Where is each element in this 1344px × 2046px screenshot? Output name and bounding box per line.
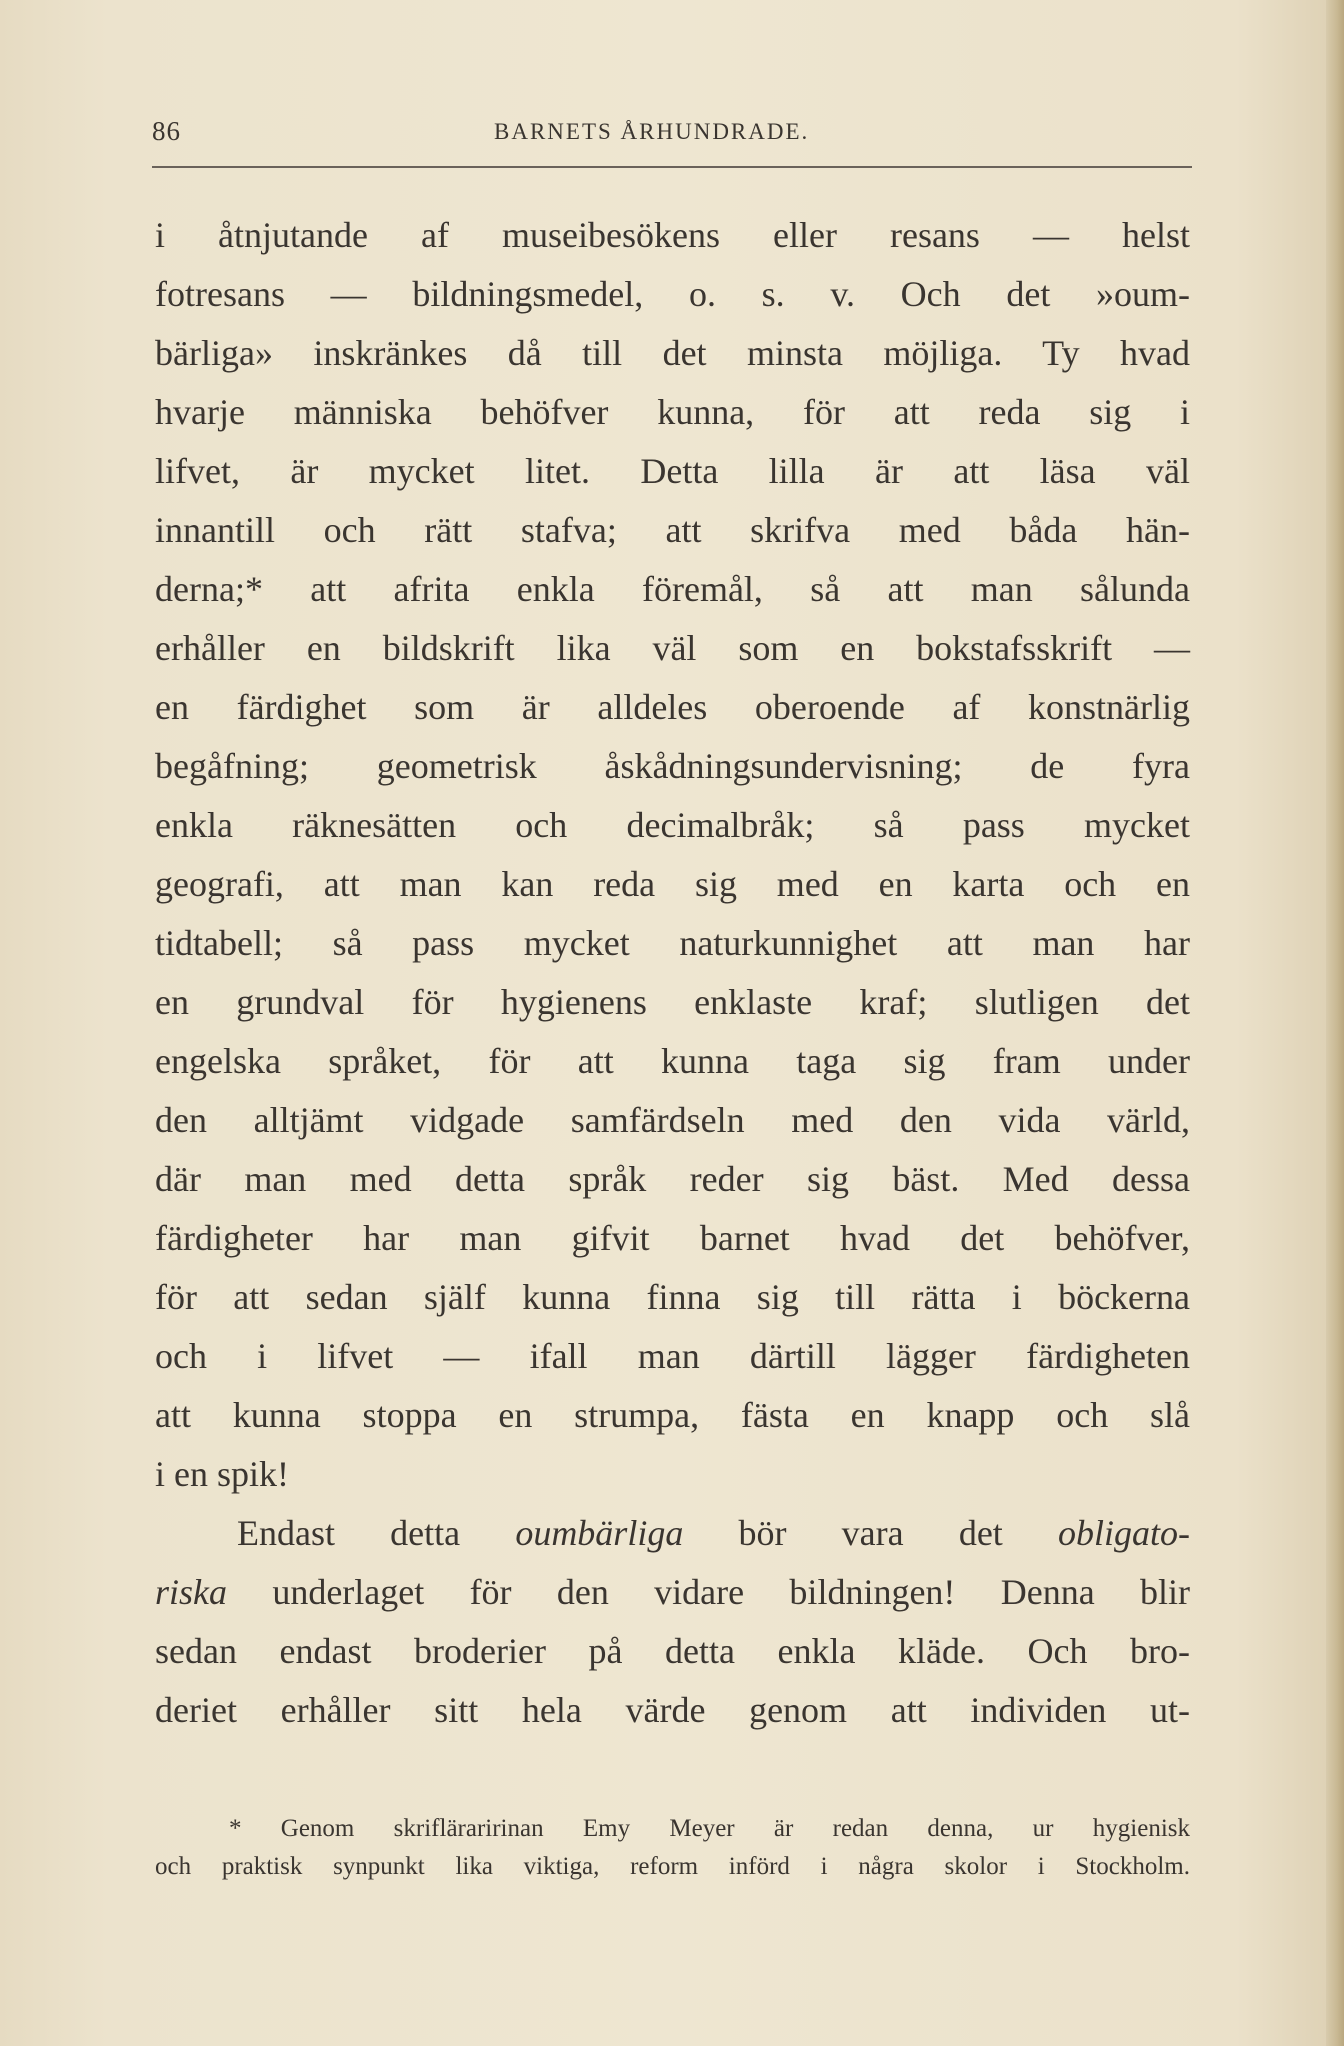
text-line: begåfning; geometrisk åskådningsundervisning; de fyra — [155, 746, 1190, 786]
text-line: bärliga» inskränkes då till det minsta möjliga. Ty hvad — [155, 333, 1190, 373]
text-line: sedan endast broderier på detta enkla kläde. Och bro- — [155, 1631, 1190, 1671]
text-line: innantill och rätt stafva; att skrifva med båda hän- — [155, 510, 1190, 550]
page-number: 86 — [152, 116, 181, 146]
text-run: bör vara det — [683, 1513, 1058, 1553]
text-line: färdigheter har man gifvit barnet hvad det behöfver, — [155, 1218, 1190, 1258]
text-line: hvarje människa behöfver kunna, för att reda sig i — [155, 392, 1190, 432]
italic-run: oumbärliga — [515, 1513, 684, 1553]
paragraph-2-line — [155, 1563, 1190, 1622]
text-line: en färdighet som är alldeles oberoende af konstnärlig — [155, 687, 1190, 727]
header-rule — [152, 166, 1192, 168]
text-line: fotresans — bildningsmedel, o. s. v. Och det »oum- — [155, 274, 1190, 314]
page-header — [152, 110, 1192, 150]
text-run: underlaget för den vidare bildningen! Denna blir — [227, 1572, 1190, 1612]
text-line: en grundval för hygienens enklaste kraf; slutligen det — [155, 982, 1190, 1022]
running-head: BARNETS ÅRHUNDRADE. — [494, 119, 810, 144]
text-line: erhåller en bildskrift lika väl som en bokstafsskrift — — [155, 628, 1190, 668]
text-line: där man med detta språk reder sig bäst. Med dessa — [155, 1159, 1190, 1199]
body-text — [155, 206, 1190, 1740]
text-line: geografi, att man kan reda sig med en karta och en — [155, 864, 1190, 904]
italic-run: obligato- — [1057, 1513, 1190, 1553]
footnote-line: * Genom skrifläraririnan Emy Meyer är redan denna, ur hygienisk — [229, 1815, 1190, 1842]
text-line: enkla räknesätten och decimalbråk; så pass mycket — [155, 805, 1190, 845]
footnote-line: och praktisk synpunkt lika viktiga, reform införd i några skolor i Stockholm. — [155, 1853, 1190, 1880]
text-line: i åtnjutande af museibesökens eller resans — helst — [155, 215, 1190, 255]
italic-run: riska — [155, 1572, 227, 1612]
text-line: engelska språket, för att kunna taga sig fram under — [155, 1041, 1190, 1081]
footnote — [155, 1810, 1190, 1886]
text-line: lifvet, är mycket litet. Detta lilla är att läsa väl — [155, 451, 1190, 491]
text-line: tidtabell; så pass mycket naturkunnighet att man har — [155, 923, 1190, 963]
text-line: och i lifvet — ifall man därtill lägger färdigheten — [155, 1336, 1190, 1376]
text-line: deriet erhåller sitt hela värde genom att individen ut- — [155, 1690, 1190, 1730]
text-line: att kunna stoppa en strumpa, fästa en knapp och slå — [155, 1395, 1190, 1435]
text-line: den alltjämt vidgade samfärdseln med den vida värld, — [155, 1100, 1190, 1140]
text-line: derna;* att afrita enkla föremål, så att man sålunda — [155, 569, 1190, 609]
text-run: Endast detta — [237, 1513, 516, 1553]
text-line: i en spik! — [155, 1454, 289, 1494]
text-line: för att sedan själf kunna finna sig till rätta i böckerna — [155, 1277, 1190, 1317]
page-edge — [1326, 0, 1344, 2046]
paragraph-2-line — [155, 1504, 1190, 1563]
